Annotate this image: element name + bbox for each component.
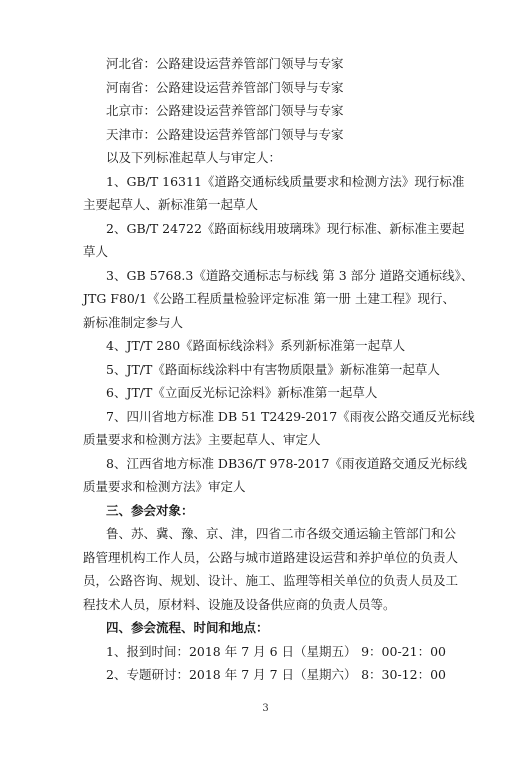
schedule-label: 1、报到时间：2018 年 7 月 6 日（星期五） [106, 643, 357, 659]
schedule-label: 2、专题研讨：2018 年 7 月 7 日（星期六） [106, 667, 357, 682]
schedule-item [0, 663, 446, 687]
expert-line: 天津市：公路建设运营养管部门领导与专家 [106, 126, 344, 142]
standard-item-5: 5、JT/T《路面标线涂料中有害物质限量》新标准第一起草人 [106, 361, 440, 377]
standard-item-4: 4、JT/T 280《路面标线涂料》系列新标准第一起草人 [106, 338, 406, 353]
standard-item-8: 8、江西省地方标准 DB36/T 978-2017《雨夜道路交通反光标线 质量要求和检测方法》审定人 [83, 455, 467, 494]
schedule-time: 8：30-12：00 [361, 667, 446, 682]
expert-line: 河南省：公路建设运营养管部门领导与专家 [106, 79, 344, 95]
attendees-paragraph: 鲁、苏、冀、豫、京、津，四省二市各级交通运输主管部门和公 路管理机构工作人员，公路与城市道路建设运营和养护单位的负责人 员，公路咨询、规划、设计、施工、监理等相关单位的负责人员及工 程技术人员，原材料、设施及设备供应商的负责人员等。 [83, 526, 459, 612]
schedule-time: 9：00-21：00 [361, 643, 446, 659]
standards-intro: 以及下列标准起草人与审定人： [106, 150, 282, 165]
expert-line: 北京市：公路建设运营养管部门领导与专家 [106, 103, 344, 118]
page-number: 3 [262, 703, 269, 714]
standard-item-2: 2、GB/T 24722《路面标线用玻璃珠》现行标准、新标准主要起 草人 [83, 220, 465, 259]
section-heading-attendees: 三、参会对象： [106, 502, 194, 518]
standard-item-3: 3、GB 5768.3《道路交通标志与标线 第 3 部分 道路交通标线》、 JTG F80/1《公路工程质量检验评定标准 第一册 土建工程》现行、 新标准制定参与人 [83, 267, 474, 330]
section-heading-schedule: 四、参会流程、时间和地点： [106, 620, 269, 635]
document-body [0, 52, 531, 687]
standard-item-7: 7、四川省地方标准 DB 51 T2429-2017《雨夜公路交通反光标线 质量要求和检测方法》主要起草人、审定人 [83, 408, 475, 447]
expert-line: 河北省：公路建设运营养管部门领导与专家 [106, 56, 344, 71]
standard-item-6: 6、JT/T《立面反光标记涂料》新标准第一起草人 [106, 385, 378, 400]
schedule-item [0, 640, 446, 664]
standard-item-1: 1、GB/T 16311《道路交通标线质量要求和检测方法》现行标准 主要起草人、新标准第一起草人 [83, 173, 465, 212]
